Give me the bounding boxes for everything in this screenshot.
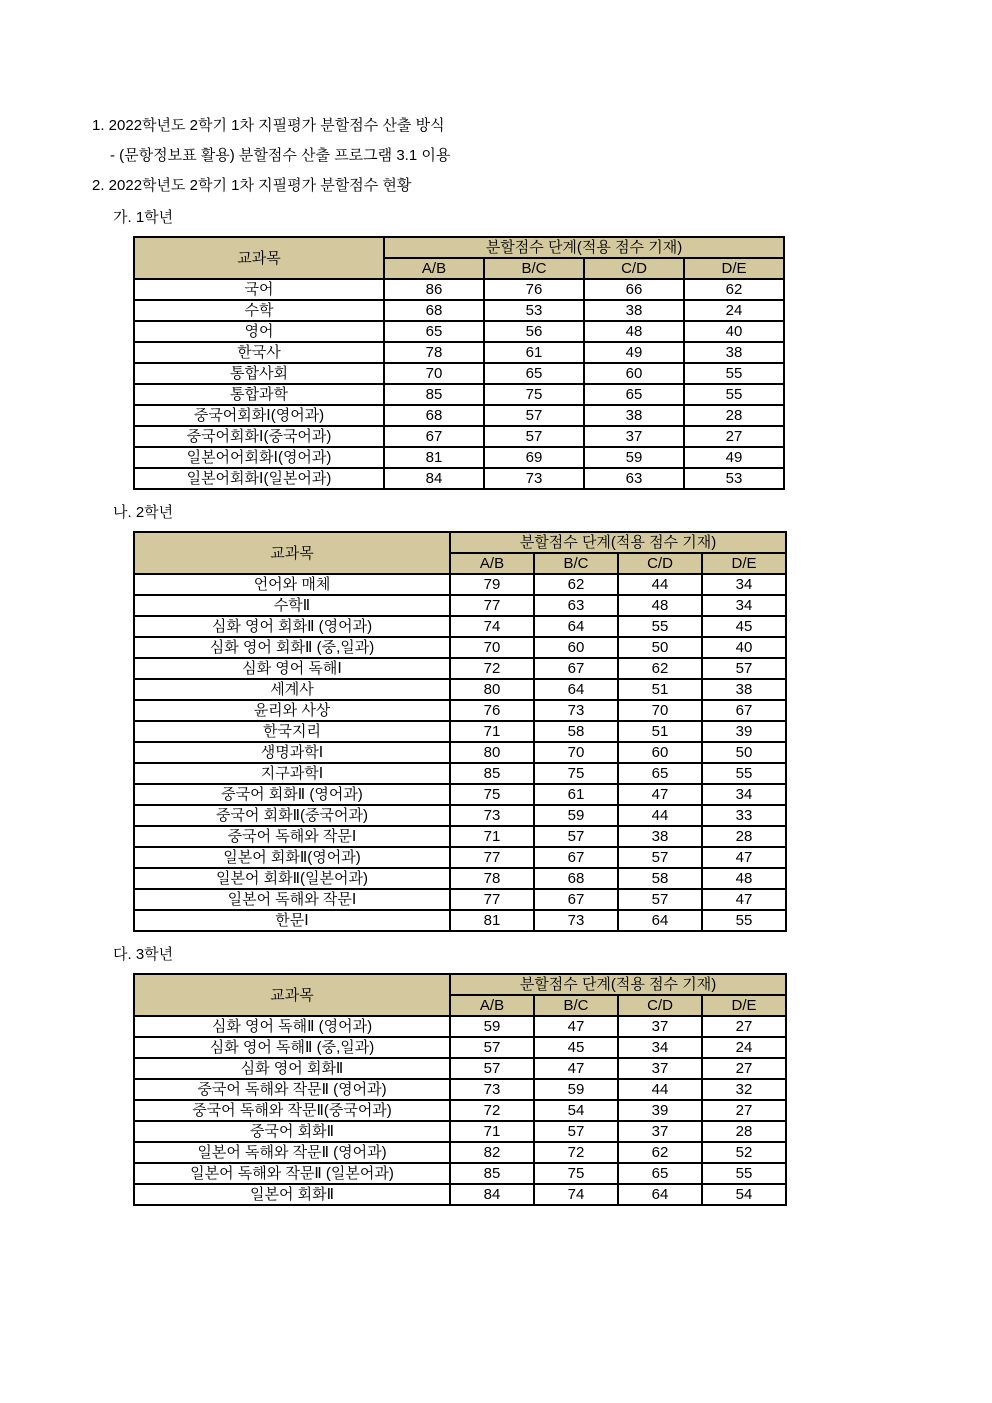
- score-cell: 64: [618, 910, 702, 931]
- score-cell: 54: [702, 1184, 786, 1205]
- score-cell: 68: [384, 300, 484, 321]
- subject-cell: 중국어 독해와 작문Ⅱ (영어과): [134, 1079, 450, 1100]
- table-row: [134, 637, 786, 658]
- score-cell: 79: [450, 574, 534, 595]
- subject-cell: 일본어 회화Ⅱ: [134, 1184, 450, 1205]
- table-row: [134, 574, 786, 595]
- score-cell: 65: [618, 763, 702, 784]
- table-row: [134, 679, 786, 700]
- column-header-group: 분할점수 단계(적용 점수 기재): [450, 974, 786, 995]
- subject-cell: 심화 영어 회화Ⅱ (영어과): [134, 616, 450, 637]
- table-body-grade1: [134, 279, 784, 489]
- column-header-subject: 교과목: [134, 974, 450, 1016]
- score-cell: 59: [534, 805, 618, 826]
- score-cell: 73: [534, 910, 618, 931]
- score-cell: 77: [450, 595, 534, 616]
- score-cell: 85: [384, 384, 484, 405]
- subject-cell: 심화 영어 독해Ⅱ (영어과): [134, 1016, 450, 1037]
- table-body-grade3: [134, 1016, 786, 1205]
- score-cell: 74: [534, 1184, 618, 1205]
- subject-cell: 일본어 회화Ⅱ(영어과): [134, 847, 450, 868]
- score-cell: 70: [534, 742, 618, 763]
- table-row: [134, 384, 784, 405]
- score-cell: 40: [684, 321, 784, 342]
- subject-cell: 한국지리: [134, 721, 450, 742]
- table-row: [134, 1184, 786, 1205]
- score-cell: 75: [484, 384, 584, 405]
- score-cell: 62: [618, 658, 702, 679]
- score-cell: 34: [618, 1037, 702, 1058]
- score-cell: 28: [702, 826, 786, 847]
- table-row: [134, 1142, 786, 1163]
- score-cell: 53: [684, 468, 784, 489]
- subject-cell: 중국어 독해와 작문Ⅱ(중국어과): [134, 1100, 450, 1121]
- score-cell: 67: [384, 426, 484, 447]
- score-cell: 69: [484, 447, 584, 468]
- score-cell: 80: [450, 742, 534, 763]
- table-row: [134, 784, 786, 805]
- score-cell: 39: [702, 721, 786, 742]
- table-row: [134, 805, 786, 826]
- score-cell: 58: [534, 721, 618, 742]
- score-cell: 27: [684, 426, 784, 447]
- score-cell: 68: [384, 405, 484, 426]
- table-row: [134, 721, 786, 742]
- column-header-bc: B/C: [534, 995, 618, 1016]
- table-row: [134, 363, 784, 384]
- column-header-cd: C/D: [584, 258, 684, 279]
- score-cell: 27: [702, 1058, 786, 1079]
- subject-cell: 심화 영어 회화Ⅱ (중,일과): [134, 637, 450, 658]
- score-cell: 49: [584, 342, 684, 363]
- score-cell: 81: [384, 447, 484, 468]
- score-cell: 38: [584, 300, 684, 321]
- table-header-row: [134, 974, 786, 995]
- score-cell: 34: [702, 595, 786, 616]
- table-row: [134, 763, 786, 784]
- score-cell: 60: [584, 363, 684, 384]
- subject-cell: 통합과학: [134, 384, 384, 405]
- score-cell: 27: [702, 1016, 786, 1037]
- table-row: [134, 447, 784, 468]
- score-cell: 38: [702, 679, 786, 700]
- score-cell: 44: [618, 805, 702, 826]
- subject-cell: 일본어 독해와 작문Ⅰ: [134, 889, 450, 910]
- subject-cell: 일본어어회화Ⅰ(영어과): [134, 447, 384, 468]
- score-cell: 81: [450, 910, 534, 931]
- subject-cell: 심화 영어 독해Ⅱ (중,일과): [134, 1037, 450, 1058]
- table-row: [134, 321, 784, 342]
- column-header-group: 분할점수 단계(적용 점수 기재): [384, 237, 784, 258]
- table-row: [134, 1079, 786, 1100]
- score-cell: 28: [702, 1121, 786, 1142]
- column-header-cd: C/D: [618, 553, 702, 574]
- table-row: [134, 616, 786, 637]
- table-row: [134, 279, 784, 300]
- subject-cell: 중국어회화Ⅰ(영어과): [134, 405, 384, 426]
- score-cell: 61: [484, 342, 584, 363]
- score-cell: 73: [450, 1079, 534, 1100]
- table-row: [134, 889, 786, 910]
- column-header-cd: C/D: [618, 995, 702, 1016]
- column-header-group: 분할점수 단계(적용 점수 기재): [450, 532, 786, 553]
- score-cell: 57: [450, 1058, 534, 1079]
- table-row: [134, 658, 786, 679]
- score-cell: 73: [534, 700, 618, 721]
- score-cell: 47: [618, 784, 702, 805]
- score-cell: 55: [618, 616, 702, 637]
- score-cell: 37: [618, 1058, 702, 1079]
- score-table-grade2: [133, 531, 787, 932]
- column-header-subject: 교과목: [134, 532, 450, 574]
- section-label-grade3: 다. 3학년: [113, 946, 174, 963]
- column-header-ab: A/B: [450, 995, 534, 1016]
- table-row: [134, 595, 786, 616]
- subject-cell: 일본어회화Ⅰ(일본어과): [134, 468, 384, 489]
- score-cell: 65: [618, 1163, 702, 1184]
- score-cell: 47: [534, 1016, 618, 1037]
- score-cell: 63: [534, 595, 618, 616]
- score-cell: 44: [618, 574, 702, 595]
- score-cell: 38: [584, 405, 684, 426]
- score-cell: 38: [684, 342, 784, 363]
- score-cell: 57: [618, 847, 702, 868]
- column-header-subject: 교과목: [134, 237, 384, 279]
- score-cell: 64: [534, 679, 618, 700]
- score-cell: 80: [450, 679, 534, 700]
- table-row: [134, 1100, 786, 1121]
- table-row: [134, 742, 786, 763]
- score-table-grade3: [133, 973, 787, 1206]
- table-header-row: [134, 237, 784, 258]
- score-cell: 76: [450, 700, 534, 721]
- score-cell: 44: [618, 1079, 702, 1100]
- score-cell: 59: [450, 1016, 534, 1037]
- heading-calculation-method: 1. 2022학년도 2학기 1차 지필평가 분할점수 산출 방식: [92, 117, 445, 134]
- score-cell: 85: [450, 1163, 534, 1184]
- score-cell: 86: [384, 279, 484, 300]
- score-cell: 50: [702, 742, 786, 763]
- subject-cell: 한국사: [134, 342, 384, 363]
- score-cell: 55: [684, 363, 784, 384]
- score-cell: 72: [450, 658, 534, 679]
- score-cell: 67: [702, 700, 786, 721]
- score-cell: 57: [534, 1121, 618, 1142]
- table-row: [134, 1058, 786, 1079]
- table-row: [134, 1163, 786, 1184]
- subject-cell: 통합사회: [134, 363, 384, 384]
- table-row: [134, 1016, 786, 1037]
- score-cell: 60: [618, 742, 702, 763]
- score-cell: 38: [618, 826, 702, 847]
- column-header-de: D/E: [702, 995, 786, 1016]
- score-cell: 34: [702, 574, 786, 595]
- score-cell: 74: [450, 616, 534, 637]
- score-cell: 32: [702, 1079, 786, 1100]
- subject-cell: 국어: [134, 279, 384, 300]
- score-cell: 71: [450, 721, 534, 742]
- table-row: [134, 826, 786, 847]
- score-cell: 71: [450, 1121, 534, 1142]
- score-cell: 34: [702, 784, 786, 805]
- score-cell: 67: [534, 847, 618, 868]
- score-cell: 62: [618, 1142, 702, 1163]
- score-cell: 48: [618, 595, 702, 616]
- subject-cell: 언어와 매체: [134, 574, 450, 595]
- score-cell: 57: [450, 1037, 534, 1058]
- score-cell: 51: [618, 721, 702, 742]
- score-cell: 47: [534, 1058, 618, 1079]
- score-cell: 53: [484, 300, 584, 321]
- heading-score-status: 2. 2022학년도 2학기 1차 지필평가 분할점수 현황: [92, 177, 412, 194]
- score-cell: 77: [450, 847, 534, 868]
- table-row: [134, 1037, 786, 1058]
- subject-cell: 중국어회화Ⅰ(중국어과): [134, 426, 384, 447]
- score-cell: 67: [534, 889, 618, 910]
- score-cell: 24: [702, 1037, 786, 1058]
- score-cell: 39: [618, 1100, 702, 1121]
- score-cell: 62: [684, 279, 784, 300]
- score-cell: 75: [534, 763, 618, 784]
- column-header-de: D/E: [684, 258, 784, 279]
- score-cell: 52: [702, 1142, 786, 1163]
- table-row: [134, 847, 786, 868]
- table-row: [134, 468, 784, 489]
- score-cell: 77: [450, 889, 534, 910]
- score-cell: 75: [450, 784, 534, 805]
- table-body-grade2: [134, 574, 786, 931]
- score-cell: 45: [702, 616, 786, 637]
- score-cell: 60: [534, 637, 618, 658]
- subject-cell: 윤리와 사상: [134, 700, 450, 721]
- subject-cell: 생명과학Ⅰ: [134, 742, 450, 763]
- column-header-de: D/E: [702, 553, 786, 574]
- score-cell: 72: [450, 1100, 534, 1121]
- score-cell: 70: [384, 363, 484, 384]
- score-cell: 73: [450, 805, 534, 826]
- score-cell: 66: [584, 279, 684, 300]
- score-cell: 55: [684, 384, 784, 405]
- table-row: [134, 300, 784, 321]
- subject-cell: 일본어 독해와 작문Ⅱ (영어과): [134, 1142, 450, 1163]
- score-cell: 33: [702, 805, 786, 826]
- score-cell: 57: [484, 405, 584, 426]
- score-cell: 57: [534, 826, 618, 847]
- table-row: [134, 910, 786, 931]
- score-cell: 55: [702, 1163, 786, 1184]
- subject-cell: 세계사: [134, 679, 450, 700]
- subject-cell: 영어: [134, 321, 384, 342]
- score-cell: 73: [484, 468, 584, 489]
- subject-cell: 심화 영어 회화Ⅱ: [134, 1058, 450, 1079]
- score-cell: 84: [450, 1184, 534, 1205]
- score-cell: 65: [484, 363, 584, 384]
- subject-cell: 중국어 회화Ⅱ (영어과): [134, 784, 450, 805]
- score-cell: 63: [584, 468, 684, 489]
- score-cell: 75: [534, 1163, 618, 1184]
- column-header-ab: A/B: [384, 258, 484, 279]
- score-cell: 57: [618, 889, 702, 910]
- column-header-bc: B/C: [534, 553, 618, 574]
- score-cell: 37: [584, 426, 684, 447]
- table-row: [134, 426, 784, 447]
- subject-cell: 한문Ⅰ: [134, 910, 450, 931]
- score-cell: 59: [534, 1079, 618, 1100]
- score-cell: 55: [702, 910, 786, 931]
- section-label-grade1: 가. 1학년: [113, 209, 174, 226]
- score-cell: 50: [618, 637, 702, 658]
- score-cell: 48: [702, 868, 786, 889]
- table-row: [134, 700, 786, 721]
- subject-cell: 일본어 독해와 작문Ⅱ (일본어과): [134, 1163, 450, 1184]
- score-cell: 37: [618, 1121, 702, 1142]
- score-cell: 62: [534, 574, 618, 595]
- score-cell: 61: [534, 784, 618, 805]
- score-cell: 45: [534, 1037, 618, 1058]
- subject-cell: 수학Ⅱ: [134, 595, 450, 616]
- score-cell: 65: [384, 321, 484, 342]
- subject-cell: 중국어 회화Ⅱ: [134, 1121, 450, 1142]
- table-row: [134, 342, 784, 363]
- score-cell: 68: [534, 868, 618, 889]
- score-cell: 27: [702, 1100, 786, 1121]
- score-cell: 71: [450, 826, 534, 847]
- score-cell: 54: [534, 1100, 618, 1121]
- score-cell: 78: [450, 868, 534, 889]
- score-cell: 47: [702, 889, 786, 910]
- score-cell: 64: [534, 616, 618, 637]
- score-cell: 24: [684, 300, 784, 321]
- score-cell: 70: [618, 700, 702, 721]
- score-cell: 47: [702, 847, 786, 868]
- subject-cell: 지구과학Ⅰ: [134, 763, 450, 784]
- score-cell: 82: [450, 1142, 534, 1163]
- table-header-row: [134, 532, 786, 553]
- column-header-ab: A/B: [450, 553, 534, 574]
- score-cell: 65: [584, 384, 684, 405]
- score-cell: 76: [484, 279, 584, 300]
- score-cell: 84: [384, 468, 484, 489]
- heading-program-note: - (문항정보표 활용) 분할점수 산출 프로그램 3.1 이용: [110, 147, 451, 164]
- score-cell: 57: [484, 426, 584, 447]
- section-label-grade2: 나. 2학년: [113, 504, 174, 521]
- score-cell: 85: [450, 763, 534, 784]
- table-row: [134, 868, 786, 889]
- score-cell: 28: [684, 405, 784, 426]
- score-cell: 55: [702, 763, 786, 784]
- score-cell: 49: [684, 447, 784, 468]
- score-cell: 64: [618, 1184, 702, 1205]
- score-cell: 37: [618, 1016, 702, 1037]
- score-cell: 40: [702, 637, 786, 658]
- score-cell: 58: [618, 868, 702, 889]
- score-cell: 51: [618, 679, 702, 700]
- subject-cell: 중국어 회화Ⅱ(중국어과): [134, 805, 450, 826]
- column-header-bc: B/C: [484, 258, 584, 279]
- score-cell: 59: [584, 447, 684, 468]
- score-cell: 67: [534, 658, 618, 679]
- score-cell: 78: [384, 342, 484, 363]
- subject-cell: 수학: [134, 300, 384, 321]
- table-row: [134, 1121, 786, 1142]
- table-row: [134, 405, 784, 426]
- subject-cell: 중국어 독해와 작문Ⅰ: [134, 826, 450, 847]
- score-cell: 48: [584, 321, 684, 342]
- score-cell: 56: [484, 321, 584, 342]
- score-cell: 72: [534, 1142, 618, 1163]
- score-cell: 57: [702, 658, 786, 679]
- score-table-grade1: [133, 236, 785, 490]
- score-cell: 70: [450, 637, 534, 658]
- subject-cell: 일본어 회화Ⅱ(일본어과): [134, 868, 450, 889]
- subject-cell: 심화 영어 독해Ⅰ: [134, 658, 450, 679]
